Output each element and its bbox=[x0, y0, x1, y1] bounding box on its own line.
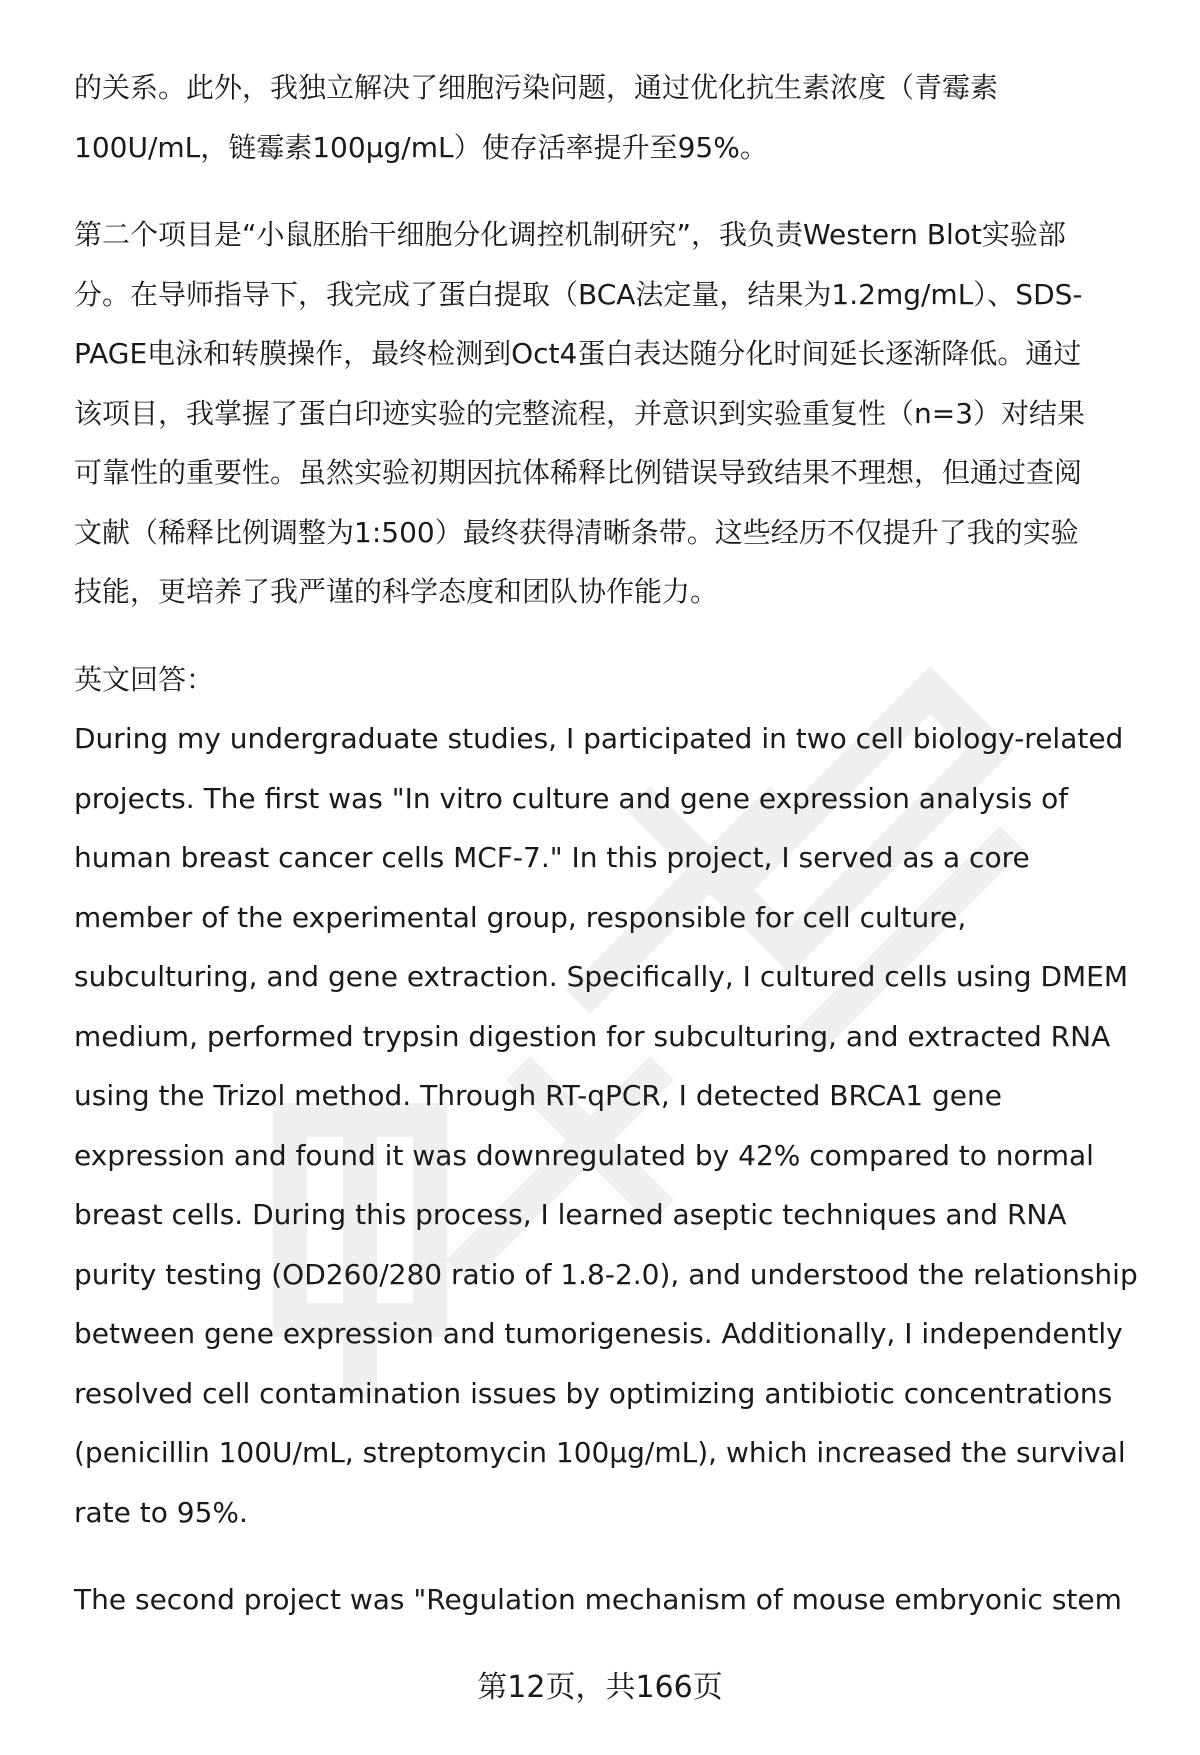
page-body bbox=[74, 58, 1154, 1630]
text-line: using the Trizol method. Through RT-qPCR, I detected BRCA1 gene bbox=[74, 1079, 1002, 1112]
text-line: 该项目，我掌握了蛋白印迹实验的完整流程，并意识到实验重复性（n=3）对结果 bbox=[74, 396, 1086, 430]
page-number-footer: 第12页，共166页 bbox=[477, 1670, 723, 1705]
text-line: 分。在导师指导下，我完成了蛋白提取（BCA法定量，结果为1.2mg/mL）、SDS- bbox=[74, 277, 1083, 311]
text-line: 文献（稀释比例调整为1:500）最终获得清晰条带。这些经历不仅提升了我的实验 bbox=[74, 515, 1079, 549]
text-line: The second project was "Regulation mechanism of mouse embryonic stem bbox=[74, 1583, 1122, 1616]
text-line: 可靠性的重要性。虽然实验初期因抗体稀释比例错误导致结果不理想，但通过查阅 bbox=[74, 456, 1083, 489]
text-line: During my undergraduate studies, I participated in two cell biology-related bbox=[74, 722, 1124, 755]
text-line: between gene expression and tumorigenesis. Additionally, I independently bbox=[74, 1317, 1123, 1350]
text-line: rate to 95%. bbox=[74, 1495, 248, 1529]
text-line: 第二个项目是“小鼠胚胎干细胞分化调控机制研究”，我负责Western Blot实验部 bbox=[74, 218, 1066, 251]
text-line: human breast cancer cells MCF-7." In this project, I served as a core bbox=[74, 841, 1030, 874]
text-line: 技能，更培养了我严谨的科学态度和团队协作能力。 bbox=[74, 575, 719, 608]
paragraph-english-2 bbox=[74, 1570, 1154, 1630]
text-line: 100U/mL，链霉素100μg/mL）使存活率提升至95%。 bbox=[74, 130, 768, 164]
text-line: (penicillin 100U/mL, streptomycin 100μg/mL), which increased the survival bbox=[74, 1436, 1126, 1469]
paragraph-english-answer bbox=[74, 650, 1154, 1543]
text-line: expression and found it was downregulated by 42% compared to normal bbox=[74, 1138, 1094, 1172]
text-line: member of the experimental group, responsible for cell culture, bbox=[74, 900, 967, 934]
section-heading: 英文回答： bbox=[74, 662, 215, 696]
text-line: medium, performed trypsin digestion for subculturing, and extracted RNA bbox=[74, 1019, 1111, 1053]
paragraph-chinese-1 bbox=[74, 58, 1154, 177]
paragraph-chinese-2 bbox=[74, 205, 1154, 622]
text-line: projects. The first was "In vitro culture and gene expression analysis of bbox=[74, 781, 1069, 815]
text-line: purity testing (OD260/280 ratio of 1.8-2.0), and understood the relationship bbox=[74, 1257, 1138, 1291]
text-line: 的关系。此外，我独立解决了细胞污染问题，通过优化抗生素浓度（青霉素 bbox=[74, 71, 999, 104]
text-line: PAGE电泳和转膜操作，最终检测到Oct4蛋白表达随分化时间延长逐渐降低。通过 bbox=[74, 337, 1082, 370]
text-line: breast cells. During this process, I learned aseptic techniques and RNA bbox=[74, 1198, 1067, 1231]
text-line: subculturing, and gene extraction. Specifically, I cultured cells using DMEM bbox=[74, 960, 1129, 993]
text-line: resolved cell contamination issues by optimizing antibiotic concentrations bbox=[74, 1376, 1113, 1410]
